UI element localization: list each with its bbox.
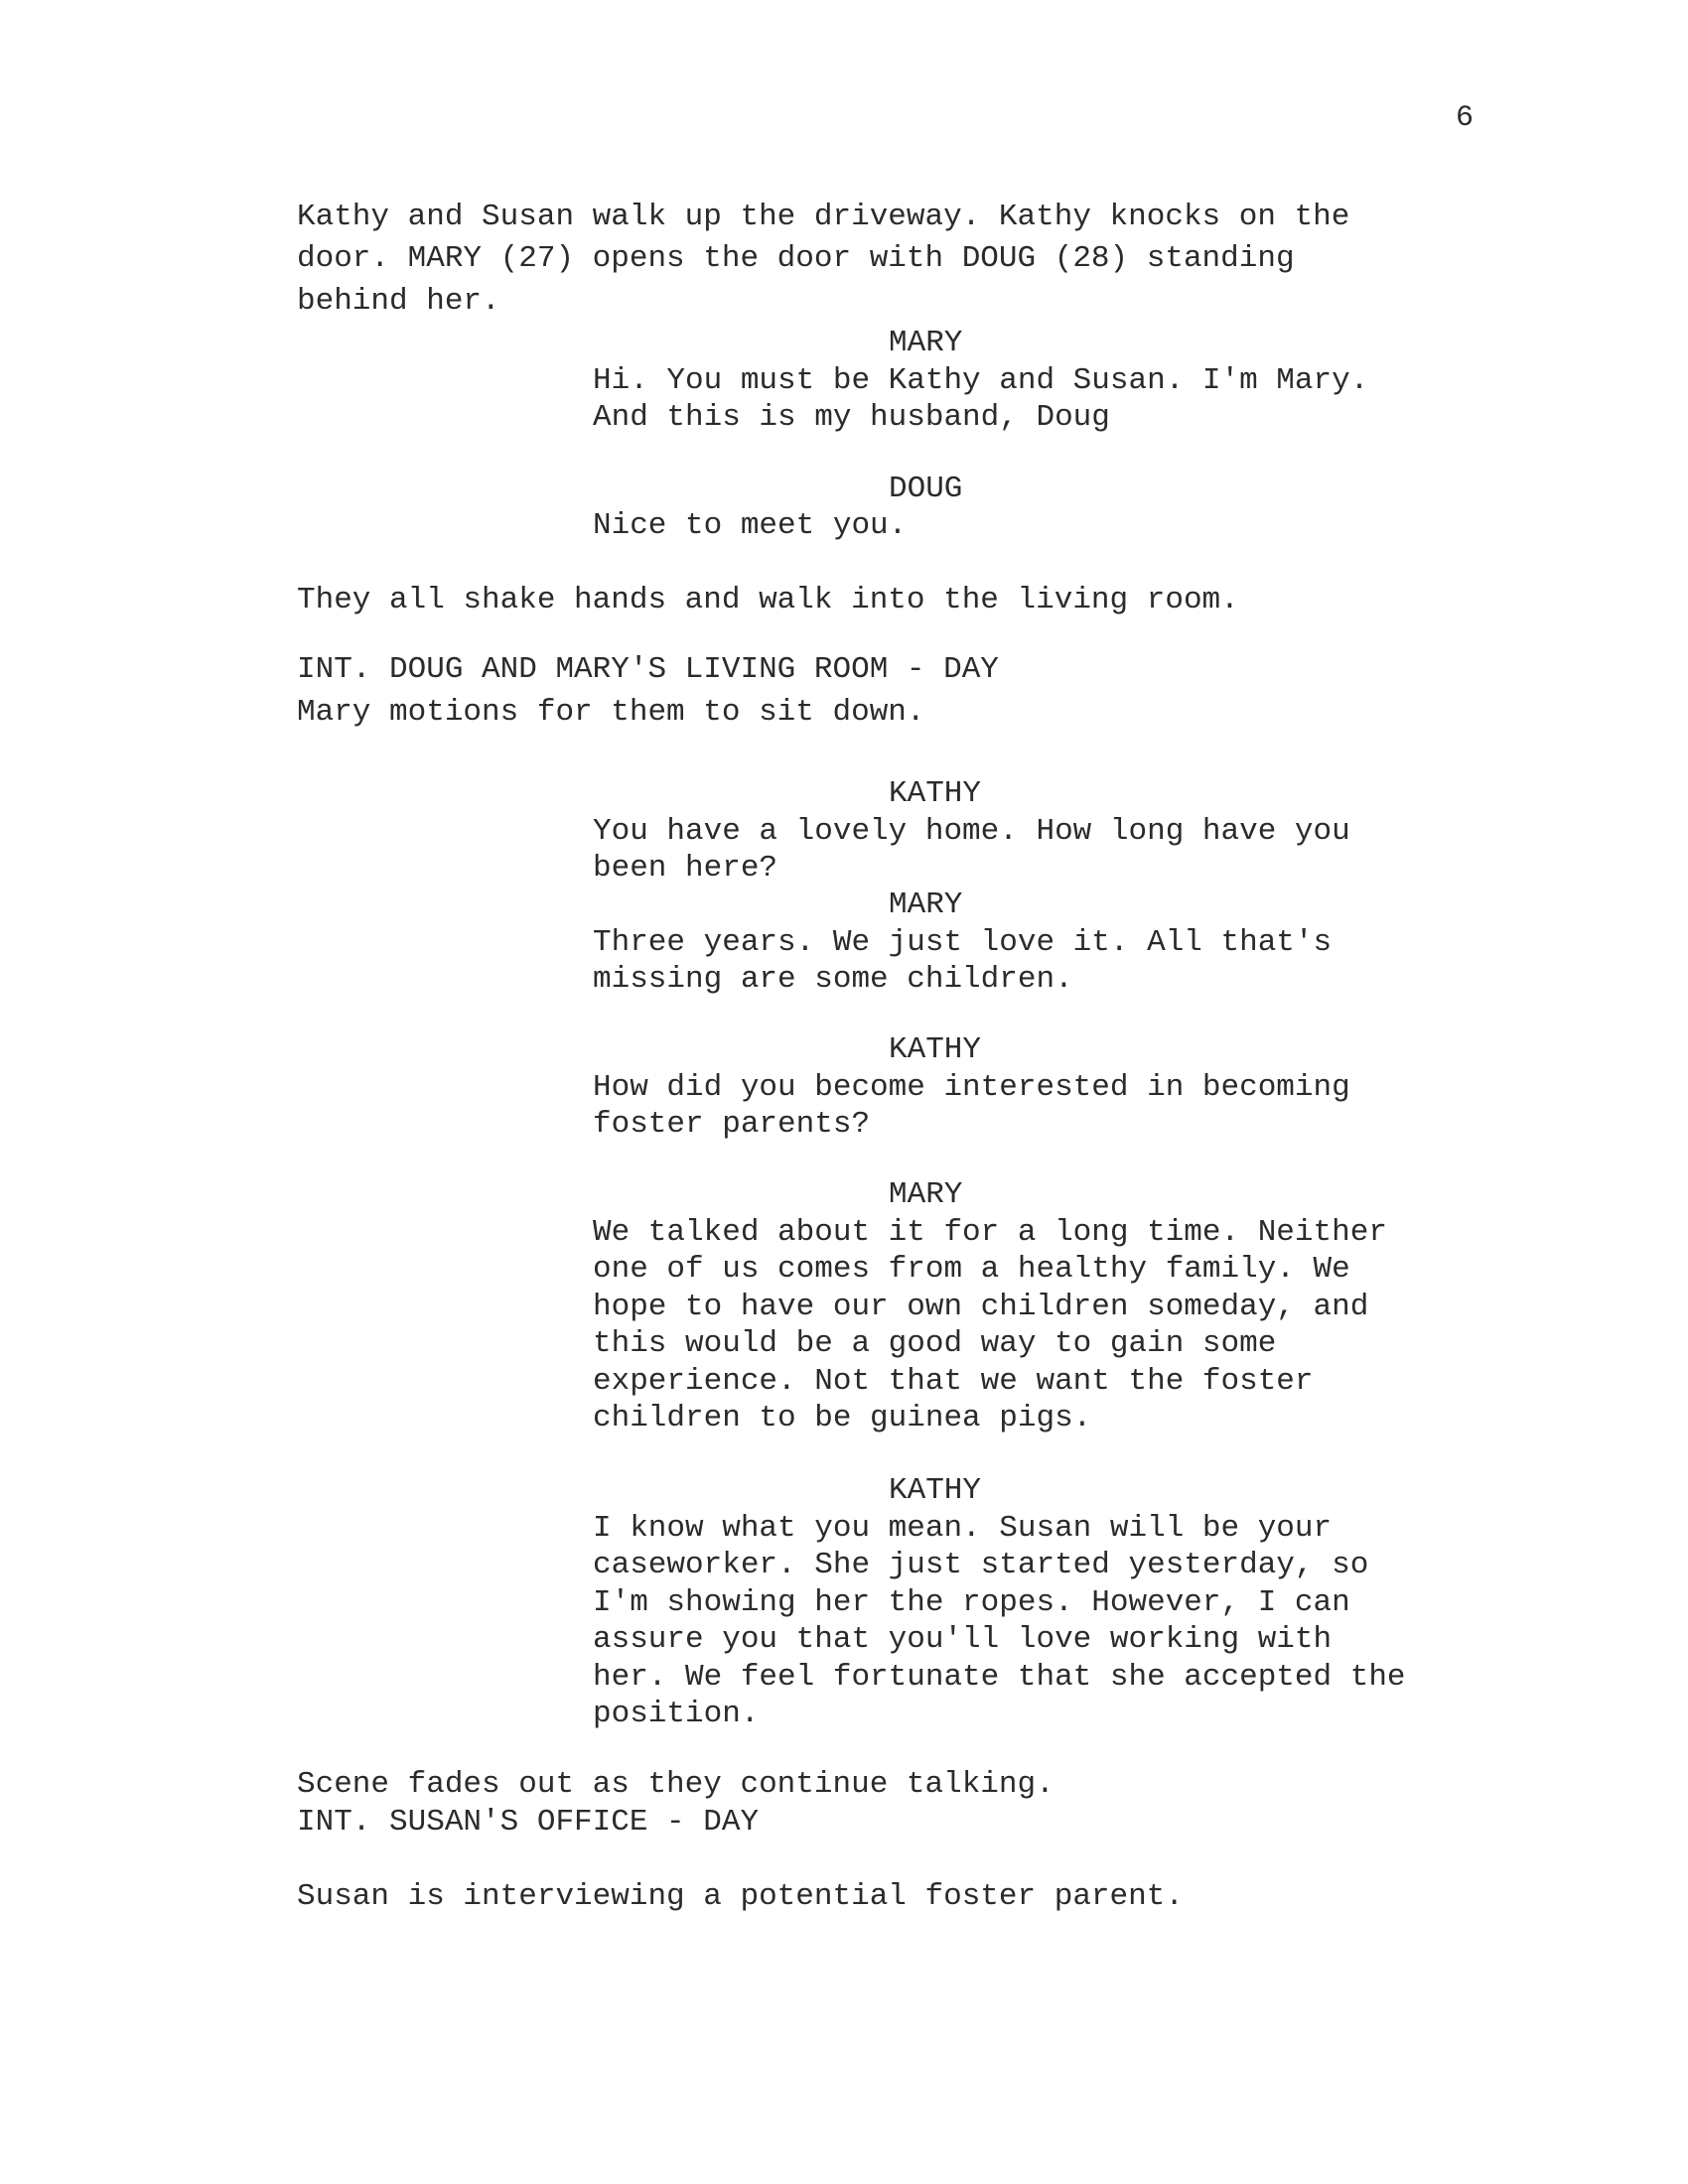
dialogue-line: children to be guinea pigs. (593, 1401, 1092, 1435)
action-line: Kathy and Susan walk up the driveway. Kathy knocks on the (297, 200, 1350, 234)
action-line: behind her. (297, 284, 500, 319)
dialogue-line: missing are some children. (593, 962, 1073, 997)
dialogue-line: one of us comes from a healthy family. We (593, 1252, 1350, 1287)
dialogue-line: caseworker. She just started yesterday, so (593, 1548, 1369, 1582)
dialogue-line: Three years. We just love it. All that's (593, 925, 1333, 960)
dialogue-line: You have a lovely home. How long have you (593, 814, 1350, 849)
dialogue-line: been here? (593, 851, 778, 886)
character-name: KATHY (889, 776, 982, 811)
dialogue-line: How did you become interested in becoming (593, 1070, 1350, 1105)
character-name: DOUG (889, 472, 963, 506)
dialogue-line: hope to have our own children someday, and (593, 1290, 1369, 1324)
character-name: KATHY (889, 1473, 982, 1508)
dialogue-line: position. (593, 1697, 760, 1731)
dialogue-line: this would be a good way to gain some (593, 1326, 1277, 1361)
dialogue-line: foster parents? (593, 1107, 871, 1142)
dialogue-line: Nice to meet you. (593, 508, 908, 543)
dialogue-line: I know what you mean. Susan will be your (593, 1511, 1333, 1546)
scene-heading: INT. DOUG AND MARY'S LIVING ROOM - DAY (297, 652, 999, 687)
dialogue-line: And this is my husband, Doug (593, 400, 1110, 435)
action-line: Scene fades out as they continue talking. (297, 1767, 1055, 1802)
character-name: MARY (889, 887, 963, 922)
action-line: Susan is interviewing a potential foster parent. (297, 1879, 1184, 1914)
character-name: MARY (889, 326, 963, 360)
scene-heading: INT. SUSAN'S OFFICE - DAY (297, 1805, 760, 1840)
page-number: 6 (1456, 101, 1475, 135)
action-line: They all shake hands and walk into the living room. (297, 583, 1239, 617)
dialogue-line: Hi. You must be Kathy and Susan. I'm Mary. (593, 363, 1369, 398)
dialogue-line: experience. Not that we want the foster (593, 1364, 1314, 1399)
dialogue-line: her. We feel fortunate that she accepted the (593, 1660, 1406, 1695)
action-line: door. MARY (27) opens the door with DOUG (28) standing (297, 241, 1295, 276)
character-name: KATHY (889, 1032, 982, 1067)
character-name: MARY (889, 1177, 963, 1212)
dialogue-line: We talked about it for a long time. Neither (593, 1215, 1387, 1250)
action-line: Mary motions for them to sit down. (297, 695, 925, 730)
dialogue-line: assure you that you'll love working with (593, 1622, 1333, 1657)
dialogue-line: I'm showing her the ropes. However, I can (593, 1585, 1350, 1620)
